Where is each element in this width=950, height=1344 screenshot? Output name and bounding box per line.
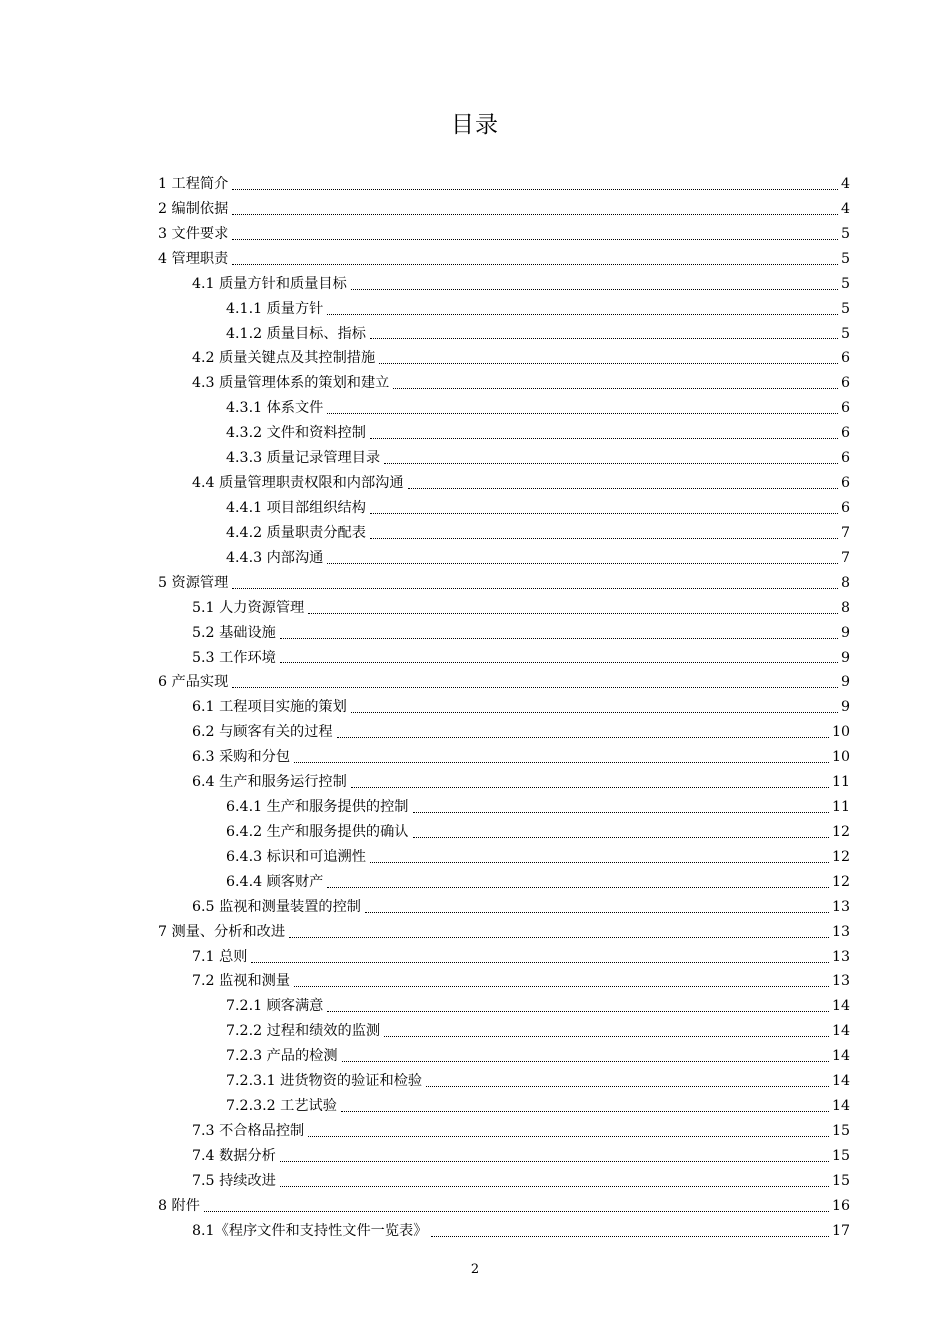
- toc-entry-title: 4.1.1 质量方针: [226, 300, 324, 317]
- toc-entry[interactable]: [158, 795, 850, 820]
- toc-entry-title: 4.1 质量方针和质量目标: [192, 275, 347, 292]
- toc-entry-title: 8 附件: [158, 1197, 200, 1214]
- toc-entry-title: 4.3.1 体系文件: [226, 400, 324, 417]
- toc-entry-page-number: 15: [831, 1172, 850, 1189]
- toc-entry[interactable]: [158, 346, 850, 371]
- toc-entry-page-number: 13: [831, 973, 850, 990]
- toc-dot-leader: [232, 213, 838, 215]
- toc-entry-page-number: 4: [840, 175, 850, 192]
- toc-dot-leader: [370, 861, 829, 863]
- toc-entry-page-number: 6: [840, 475, 850, 492]
- toc-entry-page-number: 15: [831, 1123, 850, 1140]
- toc-dot-leader: [232, 587, 838, 589]
- toc-dot-leader: [342, 1060, 829, 1062]
- toc-entry-title: 6 产品实现: [158, 674, 229, 691]
- toc-dot-leader: [308, 612, 838, 614]
- toc-dot-leader: [337, 736, 829, 738]
- toc-entry-page-number: 6: [840, 499, 850, 516]
- toc-entry[interactable]: [158, 471, 850, 496]
- toc-entry[interactable]: [158, 297, 850, 322]
- toc-entry[interactable]: [158, 546, 850, 571]
- toc-entry-title: 4.3 质量管理体系的策划和建立: [192, 375, 390, 392]
- toc-entry-title: 4.4.3 内部沟通: [226, 549, 324, 566]
- toc-dot-leader: [384, 1035, 829, 1037]
- toc-entry-page-number: 6: [840, 375, 850, 392]
- toc-entry-page-number: 14: [831, 998, 850, 1015]
- toc-dot-leader: [327, 412, 838, 414]
- toc-entry[interactable]: [158, 1069, 850, 1094]
- toc-entry-title: 7.2.3.1 进货物资的验证和检验: [226, 1073, 423, 1090]
- toc-entry-title: 5.3 工作环境: [192, 649, 276, 666]
- toc-entry-title: 1 工程简介: [158, 175, 229, 192]
- toc-dot-leader: [280, 637, 838, 639]
- toc-entry[interactable]: [158, 322, 850, 347]
- toc-entry-page-number: 9: [840, 624, 850, 641]
- toc-entry-page-number: 6: [840, 425, 850, 442]
- toc-entry-title: 4.2 质量关键点及其控制措施: [192, 350, 376, 367]
- toc-entry[interactable]: [158, 1144, 850, 1169]
- toc-entry-title: 2 编制依据: [158, 200, 229, 217]
- toc-dot-leader: [327, 1010, 829, 1012]
- toc-entry[interactable]: [158, 745, 850, 770]
- toc-entry-page-number: 9: [840, 699, 850, 716]
- toc-entry-title: 7.3 不合格品控制: [192, 1123, 305, 1140]
- toc-entry[interactable]: [158, 720, 850, 745]
- toc-entry-title: 6.4.3 标识和可追溯性: [226, 848, 366, 865]
- toc-entry-page-number: 6: [840, 400, 850, 417]
- toc-dot-leader: [365, 911, 829, 913]
- toc-entry-page-number: 14: [831, 1073, 850, 1090]
- toc-entry-page-number: 13: [831, 948, 850, 965]
- toc-dot-leader: [431, 1235, 829, 1237]
- toc-entry-page-number: 5: [840, 300, 850, 317]
- toc-entry-title: 4.4 质量管理职责权限和内部沟通: [192, 475, 404, 492]
- table-of-contents: [158, 172, 850, 1244]
- toc-entry-page-number: 5: [840, 225, 850, 242]
- toc-dot-leader: [251, 961, 828, 963]
- toc-entry-page-number: 12: [831, 823, 850, 840]
- toc-entry-page-number: 17: [831, 1222, 850, 1239]
- toc-entry-title: 7.2 监视和测量: [192, 973, 291, 990]
- toc-entry[interactable]: [158, 770, 850, 795]
- toc-entry-page-number: 16: [831, 1197, 850, 1214]
- toc-entry-title: 4.1.2 质量目标、指标: [226, 325, 366, 342]
- toc-dot-leader: [341, 1110, 829, 1112]
- toc-entry[interactable]: [158, 1044, 850, 1069]
- toc-entry[interactable]: [158, 396, 850, 421]
- toc-entry-title: 5.1 人力资源管理: [192, 599, 305, 616]
- toc-dot-leader: [370, 537, 838, 539]
- toc-entry-title: 6.3 采购和分包: [192, 749, 291, 766]
- toc-entry[interactable]: [158, 1119, 850, 1144]
- toc-entry[interactable]: [158, 371, 850, 396]
- toc-entry[interactable]: [158, 621, 850, 646]
- toc-entry-page-number: 10: [831, 724, 850, 741]
- toc-entry[interactable]: [158, 870, 850, 895]
- toc-entry-title: 7 测量、分析和改进: [158, 923, 286, 940]
- toc-entry-page-number: 10: [831, 749, 850, 766]
- toc-entry[interactable]: [158, 172, 850, 197]
- toc-entry-page-number: 8: [840, 599, 850, 616]
- toc-entry-title: 6.1 工程项目实施的策划: [192, 699, 347, 716]
- toc-entry[interactable]: [158, 920, 850, 945]
- toc-entry[interactable]: [158, 272, 850, 297]
- toc-entry-title: 3 文件要求: [158, 225, 229, 242]
- toc-entry[interactable]: [158, 1219, 850, 1244]
- toc-entry-title: 7.2.3.2 工艺试验: [226, 1098, 337, 1115]
- toc-entry[interactable]: [158, 845, 850, 870]
- toc-dot-leader: [294, 985, 829, 987]
- toc-entry-page-number: 11: [831, 774, 850, 791]
- toc-entry-title: 6.5 监视和测量装置的控制: [192, 898, 361, 915]
- toc-dot-leader: [232, 188, 838, 190]
- toc-entry-page-number: 7: [840, 524, 850, 541]
- toc-entry-page-number: 12: [831, 873, 850, 890]
- toc-entry-page-number: 14: [831, 1023, 850, 1040]
- page-number: 2: [470, 1262, 480, 1277]
- toc-entry[interactable]: [158, 421, 850, 446]
- toc-entry-page-number: 13: [831, 898, 850, 915]
- toc-entry-page-number: 7: [840, 549, 850, 566]
- toc-entry-page-number: 6: [840, 450, 850, 467]
- toc-dot-leader: [204, 1210, 829, 1212]
- toc-dot-leader: [408, 487, 838, 489]
- toc-entry[interactable]: [158, 945, 850, 970]
- toc-dot-leader: [351, 711, 838, 713]
- toc-entry-title: 4.4.2 质量职责分配表: [226, 524, 366, 541]
- toc-entry-page-number: 12: [831, 848, 850, 865]
- toc-entry-page-number: 11: [831, 799, 850, 816]
- toc-entry[interactable]: [158, 197, 850, 222]
- toc-entry-title: 8.1《程序文件和支持性文件一览表》: [192, 1222, 428, 1239]
- toc-dot-leader: [327, 313, 838, 315]
- toc-entry-title: 4.4.1 项目部组织结构: [226, 499, 366, 516]
- toc-entry[interactable]: [158, 521, 850, 546]
- toc-dot-leader: [327, 562, 838, 564]
- toc-entry-title: 7.4 数据分析: [192, 1147, 276, 1164]
- toc-entry-title: 6.4.1 生产和服务提供的控制: [226, 799, 409, 816]
- toc-dot-leader: [308, 1135, 829, 1137]
- toc-entry-page-number: 14: [831, 1098, 850, 1115]
- toc-entry[interactable]: [158, 571, 850, 596]
- toc-dot-leader: [280, 661, 838, 663]
- toc-entry[interactable]: [158, 222, 850, 247]
- toc-entry-page-number: 6: [840, 350, 850, 367]
- toc-dot-leader: [370, 337, 838, 339]
- toc-entry[interactable]: [158, 596, 850, 621]
- toc-dot-leader: [351, 786, 829, 788]
- toc-dot-leader: [379, 362, 838, 364]
- toc-entry-page-number: 4: [840, 200, 850, 217]
- toc-entry-title: 7.1 总则: [192, 948, 248, 965]
- toc-entry-title: 5 资源管理: [158, 574, 229, 591]
- toc-entry-page-number: 5: [840, 275, 850, 292]
- toc-dot-leader: [393, 387, 838, 389]
- toc-entry-title: 6.4 生产和服务运行控制: [192, 774, 347, 791]
- toc-entry[interactable]: [158, 670, 850, 695]
- toc-dot-leader: [413, 836, 829, 838]
- toc-dot-leader: [232, 263, 838, 265]
- toc-entry-page-number: 15: [831, 1147, 850, 1164]
- toc-entry-title: 5.2 基础设施: [192, 624, 276, 641]
- toc-dot-leader: [232, 238, 838, 240]
- toc-entry[interactable]: [158, 970, 850, 995]
- toc-entry-title: 7.2.2 过程和绩效的监测: [226, 1023, 381, 1040]
- toc-dot-leader: [294, 761, 829, 763]
- toc-dot-leader: [232, 686, 838, 688]
- toc-entry-page-number: 9: [840, 674, 850, 691]
- toc-entry[interactable]: [158, 695, 850, 720]
- toc-entry-page-number: 5: [840, 250, 850, 267]
- toc-entry[interactable]: [158, 895, 850, 920]
- toc-entry-page-number: 8: [840, 574, 850, 591]
- toc-entry-title: 6.2 与顾客有关的过程: [192, 724, 333, 741]
- toc-entry[interactable]: [158, 1169, 850, 1194]
- page-title: 目录: [451, 112, 499, 138]
- toc-entry[interactable]: [158, 1094, 850, 1119]
- toc-dot-leader: [280, 1185, 829, 1187]
- toc-entry-page-number: 9: [840, 649, 850, 666]
- toc-dot-leader: [370, 437, 838, 439]
- toc-dot-leader: [280, 1160, 829, 1162]
- toc-entry-title: 6.4.4 顾客财产: [226, 873, 324, 890]
- toc-dot-leader: [426, 1085, 829, 1087]
- toc-entry[interactable]: [158, 496, 850, 521]
- toc-entry[interactable]: [158, 646, 850, 671]
- toc-dot-leader: [413, 811, 829, 813]
- toc-dot-leader: [327, 886, 829, 888]
- toc-entry[interactable]: [158, 820, 850, 845]
- toc-entry-title: 7.2.1 顾客满意: [226, 998, 324, 1015]
- toc-entry-page-number: 5: [840, 325, 850, 342]
- toc-entry-title: 7.2.3 产品的检测: [226, 1048, 338, 1065]
- toc-entry[interactable]: [158, 1194, 850, 1219]
- toc-entry-page-number: 13: [831, 923, 850, 940]
- toc-entry-title: 4.3.2 文件和资料控制: [226, 425, 366, 442]
- toc-entry-title: 4.3.3 质量记录管理目录: [226, 450, 381, 467]
- toc-entry-title: 4 管理职责: [158, 250, 229, 267]
- toc-entry[interactable]: [158, 247, 850, 272]
- toc-entry-title: 7.5 持续改进: [192, 1172, 276, 1189]
- toc-dot-leader: [370, 512, 838, 514]
- toc-dot-leader: [351, 288, 838, 290]
- toc-dot-leader: [289, 936, 829, 938]
- toc-entry[interactable]: [158, 1019, 850, 1044]
- toc-entry[interactable]: [158, 994, 850, 1019]
- toc-entry-page-number: 14: [831, 1048, 850, 1065]
- toc-dot-leader: [384, 462, 838, 464]
- toc-entry-title: 6.4.2 生产和服务提供的确认: [226, 823, 409, 840]
- toc-entry[interactable]: [158, 446, 850, 471]
